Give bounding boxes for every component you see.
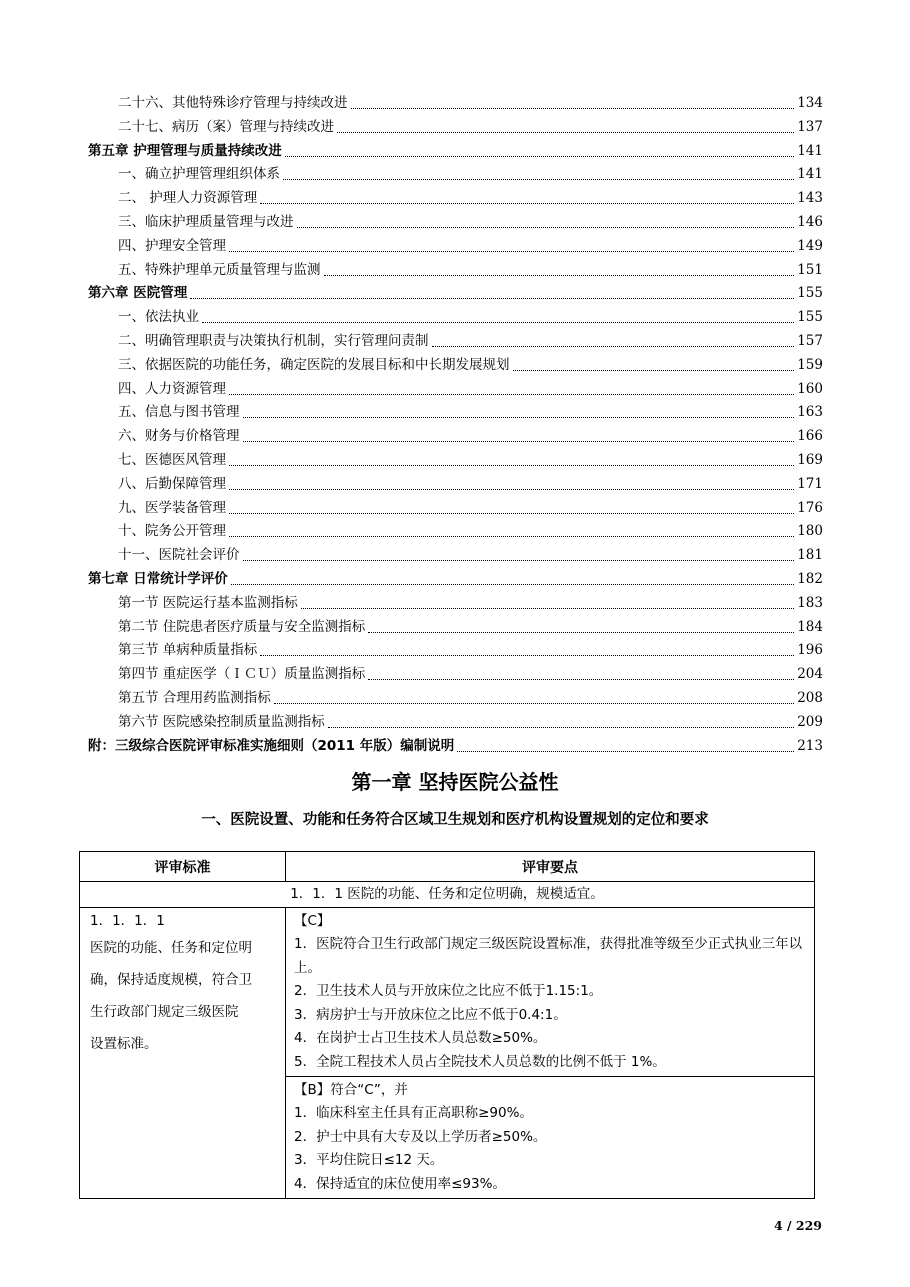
toc-entry-page: 204	[797, 666, 823, 683]
toc-entry-title: 二、明确管理职责与决策执行机制，实行管理问责制	[118, 333, 429, 349]
toc-entry[interactable]	[118, 520, 823, 542]
header-points: 评审要点	[286, 852, 815, 882]
grade-c-item: 3．病房护士与开放床位之比应不低于0.4:1。	[294, 1006, 567, 1023]
toc-entry[interactable]	[88, 735, 823, 757]
toc-entry[interactable]	[118, 592, 823, 614]
toc-entry[interactable]	[88, 140, 823, 162]
toc-entry[interactable]	[118, 163, 823, 185]
toc-entry-title: 一、确立护理管理组织体系	[118, 166, 280, 183]
toc-leader-dots	[513, 369, 795, 371]
toc-entry[interactable]	[88, 282, 823, 304]
toc-entry-page: 182	[797, 571, 823, 587]
toc-entry-page: 181	[797, 547, 823, 564]
toc-entry[interactable]	[88, 568, 823, 590]
review-table	[79, 851, 815, 1199]
toc-entry-title: 第一节 医院运行基本监测指标	[118, 594, 298, 611]
toc-entry-title: 第五章 护理管理与质量持续改进	[88, 142, 282, 159]
toc-leader-dots	[274, 702, 794, 704]
toc-entry-title: 五、信息与图书管理	[118, 404, 240, 421]
toc-entry-title: 十一、医院社会评价	[118, 547, 240, 564]
standard-id: 1．1．1．1	[90, 913, 165, 929]
toc-leader-dots	[457, 750, 794, 752]
toc-entry-page: 180	[797, 523, 823, 540]
toc-entry-title: 第四节 重症医学（ＩＣＵ）质量监测指标	[118, 666, 366, 683]
standard-cell	[80, 908, 286, 1199]
toc-entry-page: 155	[797, 285, 823, 302]
toc-entry-page: 141	[797, 142, 823, 159]
page-number: 4 / 229	[773, 1218, 822, 1233]
toc-leader-dots	[297, 226, 795, 228]
toc-entry-page: 169	[797, 452, 823, 468]
toc-leader-dots	[229, 393, 794, 395]
toc-entry-title: 第六节 医院感染控制质量监测指标	[118, 713, 325, 730]
toc-leader-dots	[243, 416, 795, 418]
toc-leader-dots	[202, 321, 794, 323]
toc-entry[interactable]	[118, 711, 823, 733]
toc-entry[interactable]	[118, 354, 823, 376]
toc-entry-title: 二十七、病历（案）管理与持续改进	[118, 118, 334, 135]
toc-leader-dots	[229, 488, 794, 490]
grade-c-item: 2．卫生技术人员与开放床位之比应不低于1.15:1。	[294, 983, 603, 999]
toc-entry[interactable]	[118, 306, 823, 328]
toc-entry-title: 十、院务公开管理	[118, 523, 226, 540]
toc-entry-title: 第三节 单病种质量指标	[118, 642, 258, 659]
toc-entry-title: 五、特殊护理单元质量管理与监测	[118, 261, 321, 278]
toc-entry[interactable]	[118, 116, 823, 138]
grade-b-cell	[286, 1077, 815, 1199]
grade-b-item: 1．临床科室主任具有正高职称≥90%。	[294, 1105, 533, 1121]
toc-leader-dots	[260, 654, 794, 656]
toc-entry-page: 166	[797, 428, 823, 445]
merged-row	[80, 882, 815, 908]
toc-entry-page: 208	[797, 690, 823, 706]
toc-entry-page: 213	[797, 737, 823, 754]
toc-entry-title: 九、医学装备管理	[118, 499, 226, 516]
toc-entry[interactable]	[118, 687, 823, 709]
toc-entry[interactable]	[118, 639, 823, 661]
header-standard: 评审标准	[80, 852, 286, 882]
toc-entry-page: 146	[797, 214, 823, 230]
toc-leader-dots	[190, 297, 794, 299]
toc-entry[interactable]	[118, 259, 823, 281]
toc-entry-title: 二十六、其他特殊诊疗管理与持续改进	[118, 95, 348, 111]
grade-c-cell	[286, 908, 815, 1077]
grade-b-item: 2．护士中具有大专及以上学历者≥50%。	[294, 1128, 547, 1145]
toc-entry-page: 137	[797, 118, 823, 135]
grade-c-item: 4．在岗护士占卫生技术人员总数≥50%。	[294, 1030, 547, 1046]
toc-entry-title: 四、护理安全管理	[118, 237, 226, 254]
toc-leader-dots	[229, 535, 794, 537]
toc-leader-dots	[301, 607, 794, 609]
grade-c-item: 5．全院工程技术人员占全院技术人员总数的比例不低于 1%。	[294, 1053, 666, 1070]
toc-entry-page: 151	[797, 261, 823, 278]
toc-entry-page: 160	[797, 380, 823, 397]
toc-entry-title: 四、人力资源管理	[118, 380, 226, 397]
toc-entry[interactable]	[118, 401, 823, 423]
toc-leader-dots	[229, 464, 794, 466]
toc-entry-page: 141	[797, 166, 823, 183]
toc-entry-page: 176	[797, 499, 823, 516]
toc-entry-page: 171	[797, 475, 823, 492]
grade-b-item: 3．平均住院日≤12 天。	[294, 1152, 444, 1168]
grade-c-item: 1．医院符合卫生行政部门规定三级医院设置标准，获得批准等级至少正式执业三年以上。	[294, 936, 803, 976]
toc-leader-dots	[328, 726, 794, 728]
toc-leader-dots	[432, 345, 795, 347]
toc-leader-dots	[283, 178, 794, 180]
merged-cell: 1．1．1 医院的功能、任务和定位明确，规模适宜。	[80, 882, 815, 908]
grade-c-head: 【C】	[294, 913, 331, 929]
standard-line: 设置标准。	[90, 1036, 158, 1052]
toc-leader-dots	[229, 512, 794, 514]
standard-line: 医院的功能、任务和定位明	[90, 940, 252, 956]
toc-entry[interactable]	[118, 616, 823, 638]
toc-entry-page: 149	[797, 237, 823, 254]
table-header-row	[80, 852, 815, 882]
toc-entry[interactable]	[118, 425, 823, 447]
section-title: 一、医院设置、功能和任务符合区域卫生规划和医疗机构设置规划的定位和要求	[201, 812, 709, 828]
toc-leader-dots	[285, 155, 795, 157]
toc-entry-page: 163	[797, 404, 823, 421]
toc-entry-title: 附：三级综合医院评审标准实施细则（2011 年版）编制说明	[88, 737, 455, 754]
toc-entry[interactable]	[118, 473, 823, 495]
toc-leader-dots	[229, 250, 794, 252]
toc-entry-page: 184	[797, 618, 823, 635]
toc-leader-dots	[368, 631, 794, 633]
toc-entry-title: 三、依据医院的功能任务，确定医院的发展目标和中长期发展规划	[118, 356, 510, 373]
toc-entry-title: 二、 护理人力资源管理	[118, 190, 258, 207]
grade-b-head: 【B】符合“C”，并	[294, 1082, 408, 1098]
standard-line: 确，保持适度规模，符合卫	[90, 972, 252, 988]
toc-entry-page: 183	[797, 594, 823, 611]
toc-entry[interactable]	[118, 92, 823, 114]
table-row	[80, 908, 815, 1077]
toc-entry-page: 159	[797, 356, 823, 373]
toc-entry[interactable]	[118, 497, 823, 519]
toc-leader-dots	[368, 678, 794, 680]
toc-leader-dots	[243, 559, 795, 561]
chapter-title: 第一章 坚持医院公益性	[351, 770, 559, 794]
toc-leader-dots	[243, 440, 795, 442]
toc-entry[interactable]	[118, 187, 823, 209]
standard-line: 生行政部门规定三级医院	[90, 1004, 239, 1020]
toc-entry-page: 134	[797, 95, 823, 111]
toc-entry-page: 155	[797, 309, 823, 326]
toc-entry[interactable]	[118, 378, 823, 400]
toc-entry[interactable]	[118, 663, 823, 685]
grade-b-item: 4．保持适宜的床位使用率≤93%。	[294, 1175, 506, 1192]
toc-entry-page: 209	[797, 713, 823, 730]
toc-leader-dots	[231, 583, 795, 585]
toc-entry[interactable]	[118, 235, 823, 257]
toc-entry-title: 第二节 住院患者医疗质量与安全监测指标	[118, 618, 366, 635]
toc-leader-dots	[351, 107, 795, 109]
toc-entry-title: 一、依法执业	[118, 309, 199, 326]
toc-leader-dots	[324, 274, 795, 276]
toc-entry-title: 第六章 医院管理	[88, 285, 188, 302]
toc-entry[interactable]	[118, 330, 823, 352]
toc-entry-title: 第五节 合理用药监测指标	[118, 690, 271, 706]
toc-entry-title: 三、临床护理质量管理与改进	[118, 214, 294, 230]
toc-entry-page: 157	[797, 333, 823, 349]
toc-entry-title: 七、医德医风管理	[118, 452, 226, 468]
toc-entry-title: 第七章 日常统计学评价	[88, 571, 228, 587]
toc-leader-dots	[337, 131, 794, 133]
toc-entry-title: 六、财务与价格管理	[118, 428, 240, 445]
toc-entry[interactable]	[118, 449, 823, 471]
toc-entry-page: 196	[797, 642, 823, 659]
toc-entry[interactable]	[118, 211, 823, 233]
toc-entry[interactable]	[118, 544, 823, 566]
toc-leader-dots	[260, 202, 794, 204]
toc-entry-page: 143	[797, 190, 823, 207]
toc-entry-title: 八、后勤保障管理	[118, 475, 226, 492]
